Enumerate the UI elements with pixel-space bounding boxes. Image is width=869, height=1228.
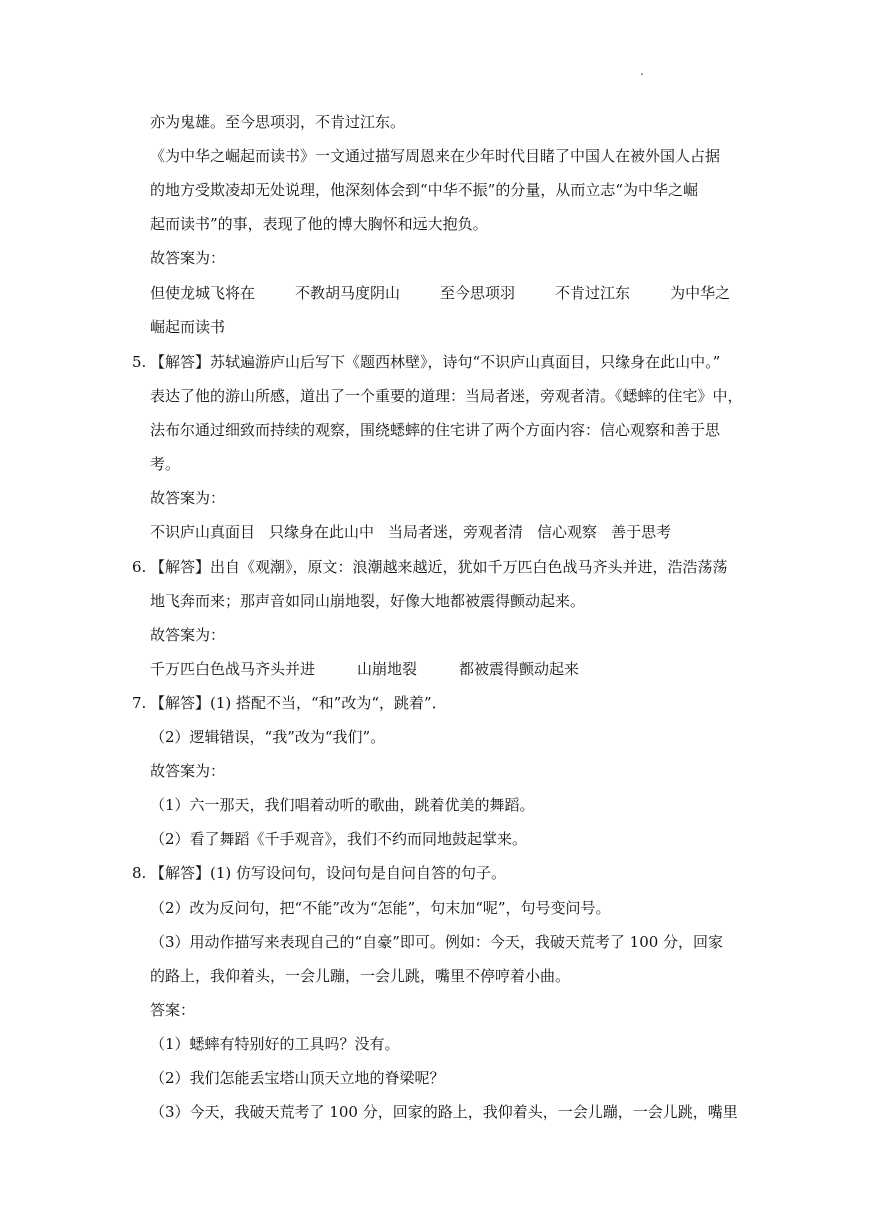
answer-blank: 山崩地裂 bbox=[357, 660, 418, 678]
header-dot: . bbox=[640, 64, 644, 78]
answer-blank: 善于思考 bbox=[611, 523, 672, 541]
answer-blank: 不识庐山真面目 bbox=[150, 523, 256, 541]
text-line: 故答案为： bbox=[150, 249, 226, 267]
question-number: 5. bbox=[132, 353, 147, 371]
answer-blank: 但使龙城飞将在 bbox=[150, 284, 256, 302]
text-line: 法布尔通过细致而持续的观察，围绕蟋蟀的住宅讲了两个方面内容：信心观察和善于思 bbox=[150, 421, 721, 439]
answer-line-q6 bbox=[150, 659, 579, 679]
question-number: 6. bbox=[132, 558, 147, 576]
answer-blank: 至今思项羽 bbox=[440, 284, 516, 302]
text-line: 考。 bbox=[150, 455, 181, 473]
answer-blank: 千万匹白色战马齐头并进 bbox=[150, 660, 316, 678]
text-line: （2）看了舞蹈《千手观音》，我们不约而同地鼓起掌来。 bbox=[150, 830, 528, 848]
answer-line-q4 bbox=[150, 283, 730, 303]
text-line: （1）蟋蟀有特别好的工具吗？没有。 bbox=[150, 1035, 400, 1053]
text-line: 亦为鬼雄。至今思项羽，不肯过江东。 bbox=[150, 113, 406, 131]
text-line: （2）改为反问句，把“不能”改为“怎能”，句末加“呢”，句号变问号。 bbox=[150, 899, 611, 917]
text-line: 崛起而读书 bbox=[150, 318, 226, 336]
text-line: （3）今天，我破天荒考了 100 分，回家的路上，我仰着头，一会儿蹦，一会儿跳，嘴里 bbox=[150, 1103, 738, 1121]
text-line: 地飞奔而来；那声音如同山崩地裂，好像大地都被震得颤动起来。 bbox=[150, 592, 586, 610]
question-number: 8. bbox=[132, 864, 147, 882]
text-line: 起而读书”的事，表现了他的博大胸怀和远大抱负。 bbox=[150, 215, 488, 233]
answer-blank: 只缘身在此山中 bbox=[269, 523, 375, 541]
text-line: 《为中华之崛起而读书》一文通过描写周恩来在少年时代目睹了中国人在被外国人占据 bbox=[150, 147, 721, 165]
answer-blank: 不肯过江东 bbox=[555, 284, 631, 302]
text-line: （2）我们怎能丢宝塔山顶天立地的脊梁呢？ bbox=[150, 1069, 445, 1087]
text-line: （1）六一那天，我们唱着动听的歌曲，跳着优美的舞蹈。 bbox=[150, 796, 535, 814]
text-line: 【解答】(1) 搭配不当，“和”改为“，跳着”． bbox=[150, 694, 447, 712]
text-line: 答案： bbox=[150, 1001, 196, 1019]
answer-blank: 都被震得颤动起来 bbox=[459, 660, 580, 678]
answer-line-q5 bbox=[150, 522, 671, 542]
text-line: （3）用动作描写来表现自己的“自豪”即可。例如：今天，我破天荒考了 100 分，回家 bbox=[150, 933, 724, 951]
text-line: 【解答】(1) 仿写设问句，设问句是自问自答的句子。 bbox=[150, 864, 507, 882]
answer-blank: 为中华之 bbox=[670, 284, 731, 302]
text-line: 故答案为： bbox=[150, 489, 226, 507]
answer-blank: 当局者迷，旁观者清 bbox=[388, 523, 524, 541]
text-line: 的地方受欺凌却无处说理，他深刻体会到“中华不振”的分量，从而立志“为中华之崛 bbox=[150, 181, 699, 199]
question-number: 7. bbox=[132, 694, 147, 712]
text-line: 故答案为： bbox=[150, 626, 226, 644]
text-line: 【解答】出自《观潮》，原文：浪潮越来越近，犹如千万匹白色战马齐头并进，浩浩荡荡 bbox=[150, 558, 728, 576]
text-line: 的路上，我仰着头，一会儿蹦，一会儿跳，嘴里不停哼着小曲。 bbox=[150, 967, 571, 985]
text-line: （2）逻辑错误，“我”改为“我们”。 bbox=[150, 728, 386, 746]
answer-blank: 不教胡马度阴山 bbox=[295, 284, 401, 302]
answer-blank: 信心观察 bbox=[537, 523, 598, 541]
text-line: 故答案为： bbox=[150, 762, 226, 780]
text-line: 表达了他的游山所感，道出了一个重要的道理：当局者迷，旁观者清。《蟋蟀的住宅》中， bbox=[150, 387, 743, 405]
text-line: 【解答】苏轼遍游庐山后写下《题西林壁》，诗句“不识庐山真面目，只缘身在此山中。” bbox=[150, 353, 721, 371]
